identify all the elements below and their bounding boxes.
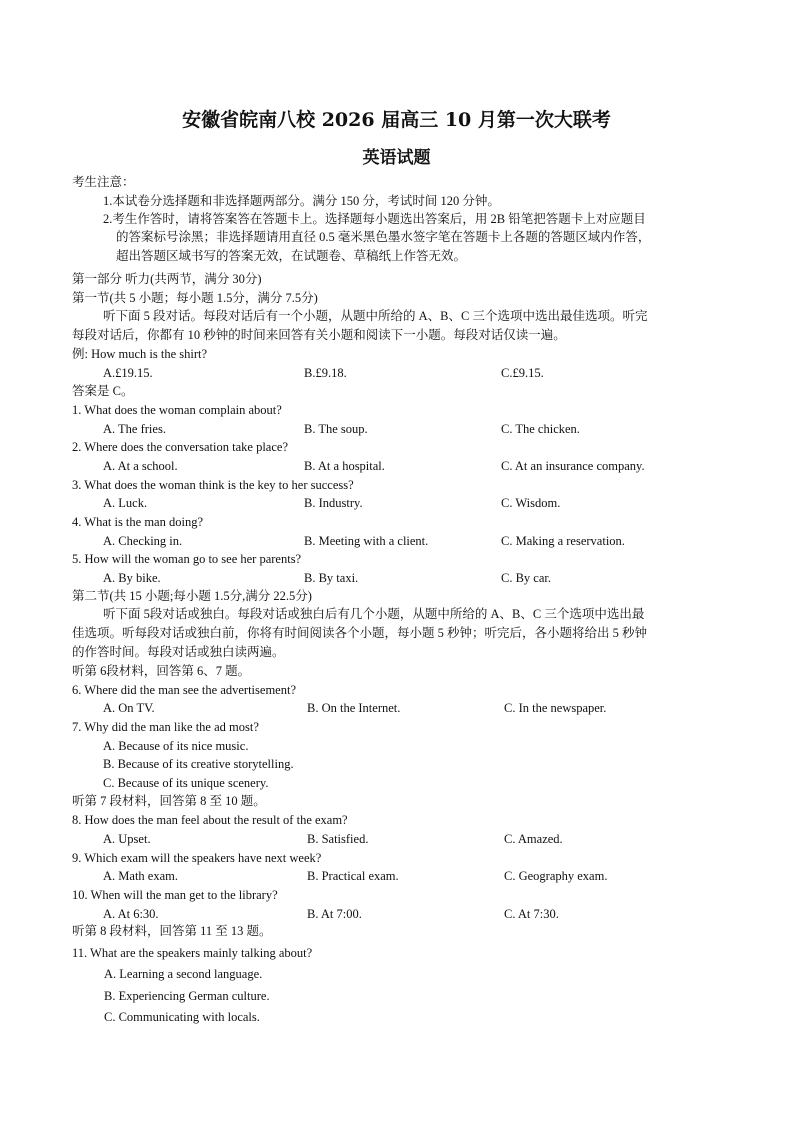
question-7-stem: 7. Why did the man like the ad most? bbox=[72, 720, 259, 734]
question-9-option-b: B. Practical exam. bbox=[307, 869, 399, 883]
question-11-option-c: C. Communicating with locals. bbox=[104, 1010, 260, 1024]
question-6-stem: 6. Where did the man see the advertisement? bbox=[72, 683, 296, 697]
question-11-option-a: A. Learning a second language. bbox=[104, 967, 263, 981]
question-9-option-c: C. Geography exam. bbox=[504, 869, 608, 883]
question-7-option-a: A. Because of its nice music. bbox=[103, 739, 249, 753]
part1-heading: 第一部分 听力(共两节，满分 30分) bbox=[72, 272, 262, 286]
question-4-stem: 4. What is the man doing? bbox=[72, 515, 203, 529]
section2-instruction-line-1: 听下面 5段对话或独白。每段对话或独白后有几个小题，从题中所给的 A、B、C 三个选项中选出最 bbox=[103, 607, 645, 621]
notice-item-2-line-2: 的答案标号涂黑；非选择题请用直径 0.5 毫米黑色墨水签字笔在答题卡上各题的答题区域内作答， bbox=[116, 230, 651, 244]
question-1-stem: 1. What does the woman complain about? bbox=[72, 403, 282, 417]
question-4-option-c: C. Making a reservation. bbox=[501, 534, 625, 548]
question-10-stem: 10. When will the man get to the library? bbox=[72, 888, 278, 902]
section1-heading: 第一节(共 5 小题；每小题 1.5分，满分 7.5分) bbox=[72, 291, 318, 305]
example-option-c: C.£9.15. bbox=[501, 366, 544, 380]
example-option-a: A.£19.15. bbox=[103, 366, 153, 380]
example-stem: 例: How much is the shirt? bbox=[72, 347, 208, 361]
question-1-option-c: C. The chicken. bbox=[501, 422, 580, 436]
question-2-option-a: A. At a school. bbox=[103, 459, 178, 473]
exam-subtitle: 英语试题 bbox=[362, 148, 431, 168]
question-10-option-a: A. At 6:30. bbox=[103, 907, 159, 921]
question-5-option-b: B. By taxi. bbox=[304, 571, 359, 585]
question-3-stem: 3. What does the woman think is the key to her success? bbox=[72, 478, 354, 492]
question-4-option-a: A. Checking in. bbox=[103, 534, 183, 548]
section2-instruction-line-3: 的作答时间。每段对话或独白读两遍。 bbox=[72, 645, 285, 659]
question-7-option-b: B. Because of its creative storytelling. bbox=[103, 757, 294, 771]
question-6-option-b: B. On the Internet. bbox=[307, 701, 401, 715]
question-11-stem: 11. What are the speakers mainly talking about? bbox=[72, 946, 313, 960]
section2-heading: 第二节(共 15 小题;每小题 1.5分,满分 22.5分) bbox=[72, 589, 312, 603]
notice-item-2-line-1: 2.考生作答时，请将答案答在答题卡上。选择题每小题选出答案后，用 2B 铅笔把答题卡上对应题目 bbox=[103, 212, 646, 226]
question-8-stem: 8. How does the man feel about the result of the exam? bbox=[72, 813, 348, 827]
example-option-b: B.£9.18. bbox=[304, 366, 347, 380]
material-7-instruction: 听第 7 段材料，回答第 8 至 10 题。 bbox=[72, 794, 266, 808]
question-9-option-a: A. Math exam. bbox=[103, 869, 178, 883]
question-8-option-b: B. Satisfied. bbox=[307, 832, 369, 846]
example-answer: 答案是 C。 bbox=[72, 384, 134, 398]
material-6-instruction: 听第 6段材料，回答第 6、7 题。 bbox=[72, 664, 251, 678]
question-3-option-c: C. Wisdom. bbox=[501, 496, 561, 510]
question-6-option-a: A. On TV. bbox=[103, 701, 155, 715]
section2-instruction-line-2: 佳选项。听每段对话或独白前，你将有时间阅读各个小题，每小题 5 秒钟；听完后，各小题将给出 5 秒钟 bbox=[72, 626, 648, 640]
exam-title: 安徽省皖南八校 2026 届高三 10 月第一次大联考 bbox=[182, 109, 611, 131]
question-10-option-c: C. At 7:30. bbox=[504, 907, 559, 921]
question-7-option-c: C. Because of its unique scenery. bbox=[103, 776, 269, 790]
question-8-option-c: C. Amazed. bbox=[504, 832, 563, 846]
question-5-stem: 5. How will the woman go to see her parents? bbox=[72, 552, 302, 566]
question-1-option-b: B. The soup. bbox=[304, 422, 368, 436]
question-6-option-c: C. In the newspaper. bbox=[504, 701, 607, 715]
notice-item-1: 1.本试卷分选择题和非选择题两部分。满分 150 分，考试时间 120 分钟。 bbox=[103, 194, 500, 208]
section1-instruction-line-2: 每段对话后，你都有 10 秒钟的时间来回答有关小题和阅读下一小题。每段对话仅读一遍。 bbox=[72, 328, 566, 342]
question-2-option-b: B. At a hospital. bbox=[304, 459, 385, 473]
question-5-option-a: A. By bike. bbox=[103, 571, 161, 585]
question-5-option-c: C. By car. bbox=[501, 571, 551, 585]
section1-instruction-line-1: 听下面 5 段对话。每段对话后有一个小题，从题中所给的 A、B、C 三个选项中选出最佳选项。听完 bbox=[103, 309, 648, 323]
question-3-option-a: A. Luck. bbox=[103, 496, 148, 510]
question-2-stem: 2. Where does the conversation take place? bbox=[72, 440, 288, 454]
question-3-option-b: B. Industry. bbox=[304, 496, 363, 510]
question-4-option-b: B. Meeting with a client. bbox=[304, 534, 429, 548]
question-8-option-a: A. Upset. bbox=[103, 832, 151, 846]
notice-item-2-line-3: 超出答题区域书写的答案无效，在试题卷、草稿纸上作答无效。 bbox=[116, 249, 467, 263]
question-1-option-a: A. The fries. bbox=[103, 422, 166, 436]
question-10-option-b: B. At 7:00. bbox=[307, 907, 362, 921]
question-2-option-c: C. At an insurance company. bbox=[501, 459, 645, 473]
question-11-option-b: B. Experiencing German culture. bbox=[104, 989, 270, 1003]
material-8-instruction: 听第 8 段材料，回答第 11 至 13 题。 bbox=[72, 924, 272, 938]
question-9-stem: 9. Which exam will the speakers have next week? bbox=[72, 851, 322, 865]
notice-heading: 考生注意： bbox=[72, 175, 135, 189]
